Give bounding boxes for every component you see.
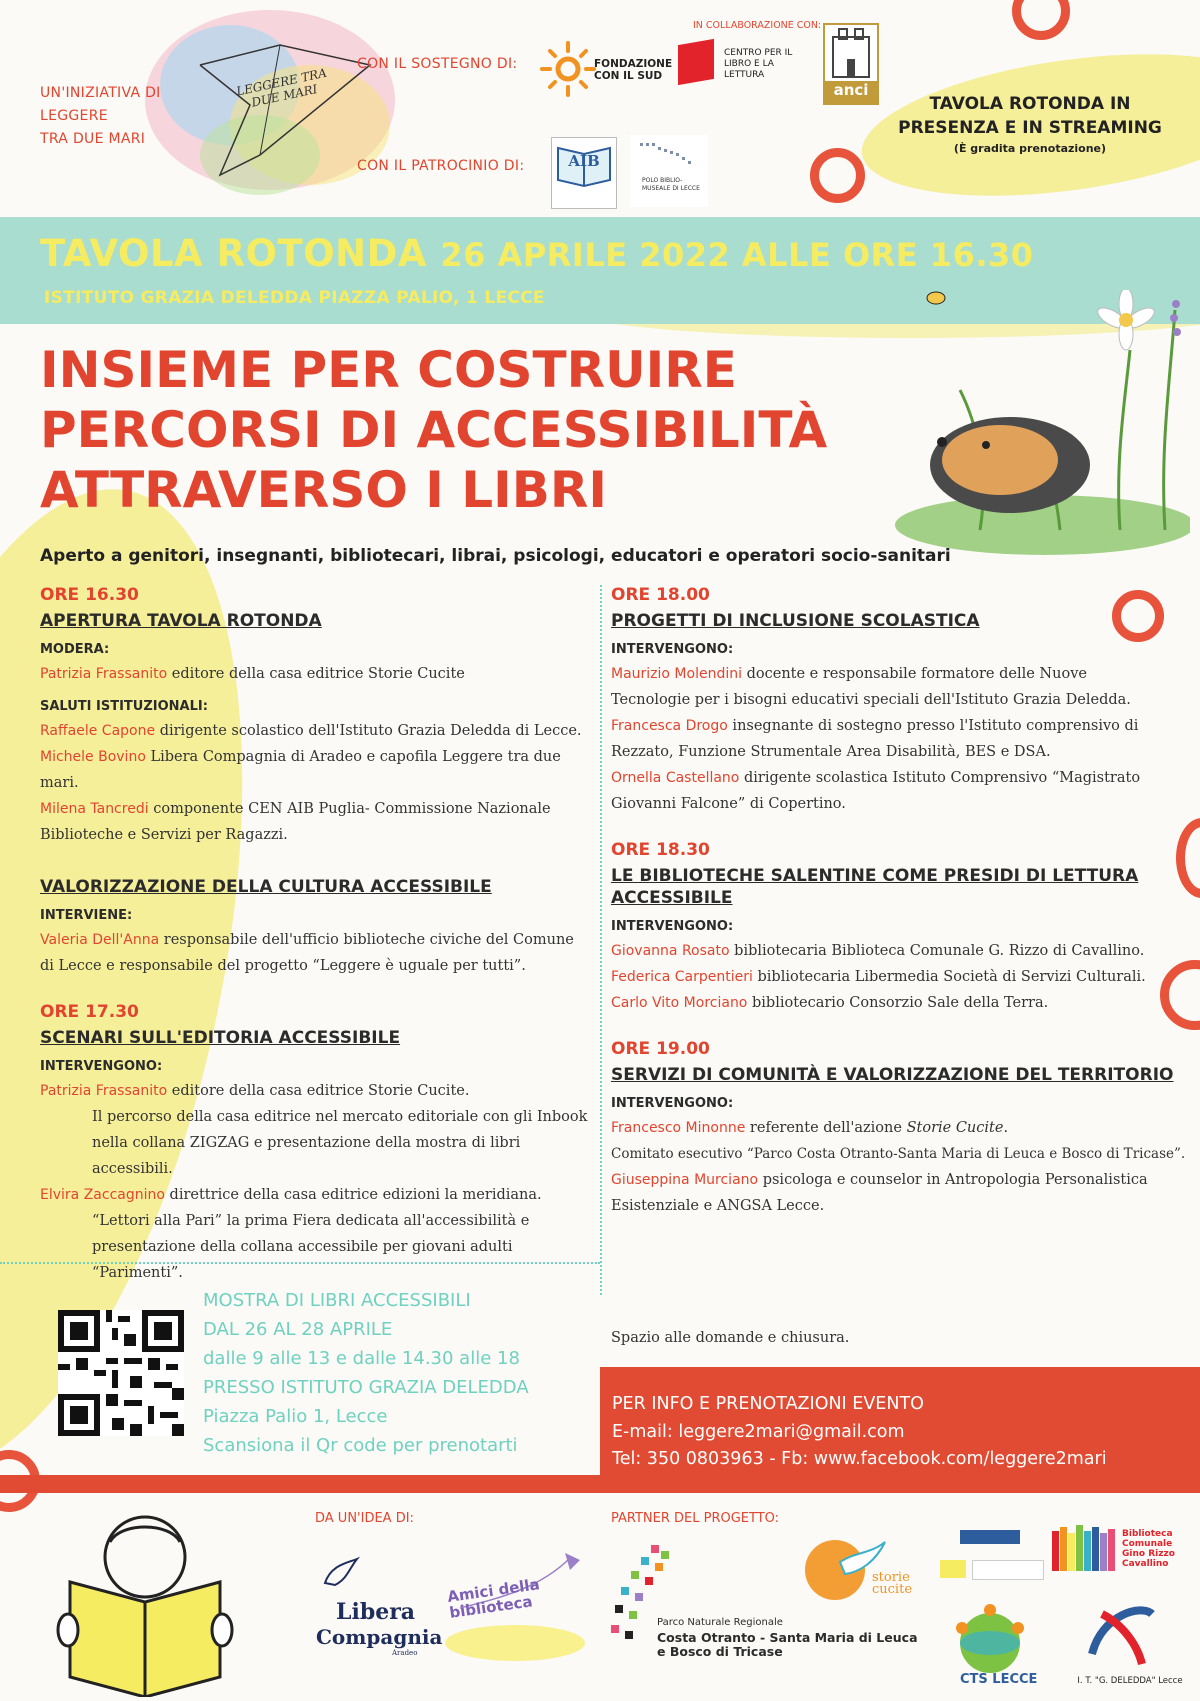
speaker-desc-cont: “Lettori alla Pari” la prima Fiera dedicata all'accessibilità e	[92, 1213, 530, 1229]
role-speakers: INTERVENGONO:	[40, 1059, 163, 1074]
speaker-item	[40, 661, 600, 687]
sun-icon	[540, 40, 596, 98]
partner-label: PARTNER DEL PROGETTO:	[611, 1511, 780, 1526]
books-shelf-icon	[1052, 1525, 1118, 1571]
libera-text: Libera	[336, 1599, 416, 1625]
aib-logo	[551, 137, 617, 209]
streaming-reservation-note: (È gradita prenotazione)	[953, 142, 1107, 155]
initiative-text	[40, 82, 161, 151]
speaker-item	[611, 1115, 1191, 1141]
watercolor-splash-icon	[140, 5, 410, 210]
session-libraries-title	[611, 865, 1191, 909]
speaker-item	[40, 796, 600, 822]
parco-text-line-2: Costa Otranto - Santa Maria di Leuca	[657, 1630, 918, 1645]
speaker-name: Michele Bovino	[40, 749, 146, 765]
ring-decoration-top	[1012, 0, 1070, 40]
exhibition-title: MOSTRA DI LIBRI ACCESSIBILI	[203, 1290, 471, 1311]
anci-text: anci	[825, 81, 877, 103]
speaker-item	[611, 661, 1191, 687]
speaker-desc: dirigente scolastico dell'Istituto Grazia Deledda di Lecce.	[155, 723, 582, 739]
speaker-item	[40, 718, 600, 744]
hedgehog-illustration	[880, 290, 1190, 555]
speaker-item	[611, 713, 1191, 739]
polo-text: POLO BIBLIO-MUSEALE DI LECCE	[642, 177, 700, 192]
aradeo-text: Aradeo	[392, 1649, 418, 1657]
program-left-column	[40, 584, 600, 1286]
speaker-desc: editore della casa editrice Storie Cucite.	[167, 1083, 470, 1099]
banner-location: ISTITUTO GRAZIA DELEDDA PIAZZA PALIO, 1 LECCE	[44, 288, 545, 308]
speaker-desc: docente e responsabile formatore delle Nuove	[742, 666, 1087, 682]
speaker-desc-indent	[40, 1208, 600, 1234]
speaker-desc-indent	[40, 1104, 600, 1130]
column-divider	[600, 585, 602, 1295]
speaker-desc: editore della casa editrice Storie Cucite	[167, 666, 465, 682]
closing-text: Spazio alle domande e chiusura.	[611, 1330, 850, 1346]
speaker-desc: componente CEN AIB Puglia- Commissione Nazionale	[148, 801, 551, 817]
qr-code-icon	[58, 1310, 184, 1436]
speaker-item	[611, 964, 1191, 990]
storie-cucite-logo	[800, 1532, 930, 1604]
speaker-desc: dirigente scolastica Istituto Comprensivo “Magistrato	[739, 770, 1141, 786]
speaker-item	[40, 1078, 600, 1104]
exhibition-hours: dalle 9 alle 13 e dalle 14.30 alle 18	[203, 1348, 520, 1369]
banner-title-main: TAVOLA ROTONDA	[40, 232, 427, 275]
exhibition-block	[203, 1286, 529, 1460]
qr-code[interactable]	[58, 1310, 184, 1436]
exhibition-dates: DAL 26 AL 28 APRILE	[203, 1319, 393, 1340]
sac-badge	[940, 1560, 966, 1578]
session-opening-title: APERTURA TAVOLA ROTONDA	[40, 611, 322, 631]
info-contacts[interactable]: Tel: 350 0803963 - Fb: www.facebook.com/leggere2mari	[612, 1449, 1107, 1469]
time-1800: ORE 18.00	[611, 585, 710, 605]
info-email[interactable]: E-mail: leggere2mari@gmail.com	[612, 1422, 905, 1442]
session-community-title: SERVIZI DI COMUNITÀ E VALORIZZAZIONE DEL TERRITORIO	[611, 1065, 1174, 1085]
centro-libro-text: CENTRO PER IL LIBRO E LA LETTURA	[724, 48, 793, 80]
speaker-desc: bibliotecario Consorzio Sale della Terra.	[747, 995, 1049, 1011]
session-inclusion-title: PROGETTI DI INCLUSIONE SCOLASTICA	[611, 611, 980, 631]
speaker-desc-cont: Biblioteche e Servizi per Ragazzi.	[40, 827, 288, 843]
speaker-item	[611, 990, 1191, 1016]
star-swoosh-icon	[1082, 1594, 1162, 1669]
rizzo-cavallino-logo	[1052, 1525, 1192, 1583]
speaker-desc-cont: nella collana ZIGZAG e presentazione della mostra di libri accessibili.	[92, 1135, 521, 1177]
speaker-desc-indent	[40, 1130, 600, 1182]
speaker-desc: insegnante di sostegno presso l'Istituto comprensivo di	[727, 718, 1139, 734]
section-divider	[0, 1262, 600, 1264]
castle-icon	[825, 25, 877, 80]
banner-title	[40, 232, 1034, 275]
time-1630: ORE 16.30	[40, 585, 139, 605]
speaker-desc-end: .	[1003, 1120, 1009, 1136]
speaker-name: Patrizia Frassanito	[40, 666, 168, 682]
leggere-logo-text: LEGGERE TRA DUE MARI	[235, 65, 328, 110]
role-speakers: INTERVENGONO:	[611, 642, 734, 657]
footer-stripe	[0, 1475, 1200, 1493]
info-title: PER INFO E PRENOTAZIONI EVENTO	[612, 1394, 924, 1414]
amici-biblioteca-logo	[440, 1548, 590, 1668]
role-speakers: INTERVENGONO:	[611, 919, 734, 934]
speaker-item	[611, 1167, 1191, 1193]
support-label: CON IL SOSTEGNO DI:	[357, 56, 518, 72]
speaker-desc-cont: Il percorso della casa editrice nel mercato editoriale con gli Inbook	[92, 1109, 588, 1125]
reading-child-illustration	[50, 1512, 240, 1697]
initiative-line-1: UN'INIZIATIVA DI	[40, 85, 161, 101]
session-libraries-title-line-2: ACCESSIBILE	[611, 888, 733, 908]
deledda-institute-logo	[1060, 1594, 1190, 1694]
audience-text: Aperto a genitori, insegnanti, bibliotecari, librai, psicologi, educatori e operatori socio-sanitari	[40, 546, 951, 566]
storie-text: storie cucite	[872, 1570, 913, 1597]
speaker-name: Ornella Castellano	[611, 770, 740, 786]
main-title	[40, 340, 827, 520]
speaker-name: Giovanna Rosato	[611, 943, 730, 959]
session-culture-title: VALORIZZAZIONE DELLA CULTURA ACCESSIBILE	[40, 877, 492, 897]
amici-text: Amici della biblioteca	[446, 1575, 541, 1622]
speaker-desc-cont: Esistenziale e ANGSA Lecce.	[611, 1198, 825, 1214]
dove-icon	[321, 1555, 361, 1595]
speaker-desc-cont: presentazione della collana accessibile per giovani adulti “Parimenti”.	[92, 1239, 513, 1281]
time-1730: ORE 17.30	[40, 1002, 139, 1022]
role-greetings: SALUTI ISTITUZIONALI:	[40, 699, 208, 714]
partner-badge	[972, 1560, 1044, 1580]
speaker-desc: referente dell'azione	[745, 1120, 907, 1136]
compagnia-text: Compagnia	[316, 1625, 443, 1649]
role-speaker: INTERVIENE:	[40, 908, 133, 923]
role-moderator: MODERA:	[40, 642, 110, 657]
parco-text-line-1: Parco Naturale Regionale	[657, 1617, 783, 1628]
time-1900: ORE 19.00	[611, 1039, 710, 1059]
session-publishing-title: SCENARI SULL'EDITORIA ACCESSIBILE	[40, 1028, 401, 1048]
fondazione-con-il-sud-logo	[540, 40, 680, 98]
exhibition-venue: PRESSO ISTITUTO GRAZIA DELEDDA	[203, 1377, 529, 1398]
speaker-name: Valeria Dell'Anna	[40, 932, 160, 948]
speaker-desc: direttrice della casa editrice edizioni la meridiana.	[164, 1187, 542, 1203]
speaker-desc-cont: di Lecce e responsabile del progetto “Leggere è uguale per tutti”.	[40, 958, 526, 974]
biblioteca-comunale-badge	[960, 1530, 1020, 1544]
child-reading-book-icon	[50, 1512, 240, 1697]
speaker-item	[611, 765, 1191, 791]
speaker-item	[40, 1182, 600, 1208]
libera-compagnia-logo	[316, 1555, 443, 1665]
streaming-line-1: TAVOLA ROTONDA IN	[929, 94, 1131, 114]
fondazione-logo-text: FONDAZIONE CON IL SUD	[594, 58, 673, 82]
session-libraries-title-line-1: LE BIBLIOTECHE SALENTINE COME PRESIDI DI LETTURA	[611, 866, 1139, 886]
initiative-line-3: TRA DUE MARI	[40, 131, 146, 147]
main-title-line-3: ATTRAVERSO I LIBRI	[40, 461, 607, 519]
speaker-desc: bibliotecaria Biblioteca Comunale G. Rizzo di Cavallino.	[729, 943, 1145, 959]
centro-libro-icon	[678, 39, 714, 85]
patronage-label: CON IL PATROCINIO DI:	[357, 158, 525, 174]
speaker-item	[40, 744, 600, 796]
speaker-name: Elvira Zaccagnino	[40, 1187, 165, 1203]
cts-text: CTS LECCE	[960, 1672, 1038, 1687]
speaker-name: Patrizia Frassanito	[40, 1083, 168, 1099]
speaker-item	[611, 938, 1191, 964]
leggere-logo	[140, 5, 410, 210]
speaker-desc-cont: Rezzato, Funzione Strumentale Area Disabilità, BES e DSA.	[611, 744, 1051, 760]
streaming-line-2: PRESENZA E IN STREAMING	[898, 118, 1162, 138]
speaker-desc-italic: Storie Cucite	[906, 1120, 1004, 1136]
speaker-desc-cont: Giovanni Falcone” di Copertino.	[611, 796, 846, 812]
speaker-desc: responsabile dell'ufficio biblioteche civiche del Comune	[159, 932, 574, 948]
deledda-text: I. T. "G. DELEDDA" Lecce	[1077, 1676, 1183, 1686]
speaker-name: Federica Carpentieri	[611, 969, 753, 985]
speaker-name: Maurizio Molendini	[611, 666, 742, 682]
rizzo-text: Biblioteca Comunale Gino Rizzo Cavallino	[1122, 1529, 1175, 1569]
main-title-line-1: INSIEME PER COSTRUIRE	[40, 341, 737, 399]
exhibition-qr-note: Scansiona il Qr code per prenotarti	[203, 1435, 518, 1456]
speaker-desc: Libera Compagnia di Aradeo e capofila Leggere tra due mari.	[40, 749, 561, 791]
speaker-desc: bibliotecaria Libermedia Società di Servizi Culturali.	[752, 969, 1146, 985]
role-speakers: INTERVENGONO:	[611, 1096, 734, 1111]
biblioteca-sac-logos	[940, 1530, 1045, 1590]
speaker-name: Giuseppina Murciano	[611, 1172, 759, 1188]
speaker-desc-indent	[40, 1234, 600, 1286]
exhibition-address: Piazza Palio 1, Lecce	[203, 1406, 388, 1427]
speaker-name: Raffaele Capone	[40, 723, 156, 739]
time-1830: ORE 18.30	[611, 840, 710, 860]
ring-decoration-header	[810, 148, 865, 203]
info-box	[600, 1367, 1200, 1475]
speaker-name: Milena Tancredi	[40, 801, 149, 817]
speaker-item	[40, 927, 600, 953]
dots-pattern-icon	[630, 135, 708, 175]
speaker-desc-cont: Tecnologie per i bisogni educativi speciali dell'Istituto Grazia Deledda.	[611, 692, 1131, 708]
globe-people-icon	[940, 1598, 1040, 1678]
aib-text: AIB	[568, 152, 600, 170]
anci-logo	[823, 23, 879, 105]
main-title-line-2: PERCORSI DI ACCESSIBILITÀ	[40, 401, 828, 459]
parco-text-line-3: e Bosco di Tricase	[657, 1644, 783, 1659]
speaker-desc: psicologa e counselor in Antropologia Personalistica	[758, 1172, 1148, 1188]
centro-libro-logo	[678, 42, 808, 82]
streaming-note-block	[880, 92, 1180, 158]
polo-biblio-museale-logo	[630, 135, 708, 207]
speaker-name: Francesco Minonne	[611, 1120, 746, 1136]
speaker-name: Francesca Drogo	[611, 718, 728, 734]
cts-lecce-logo	[940, 1598, 1040, 1693]
speaker-name: Carlo Vito Morciano	[611, 995, 748, 1011]
speaker-desc-cont: Comitato esecutivo “Parco Costa Otranto-Santa Maria di Leuca e Bosco di Tricase”.	[611, 1146, 1186, 1162]
idea-label: DA UN'IDEA DI:	[315, 1511, 414, 1526]
program-right-column	[611, 584, 1191, 1219]
initiative-line-2: LEGGERE	[40, 108, 108, 124]
collab-label: IN COLLABORAZIONE CON:	[693, 20, 822, 31]
banner-date: 26 APRILE 2022 ALLE ORE 16.30	[440, 236, 1034, 274]
hedgehog-flowers-icon	[880, 290, 1190, 555]
